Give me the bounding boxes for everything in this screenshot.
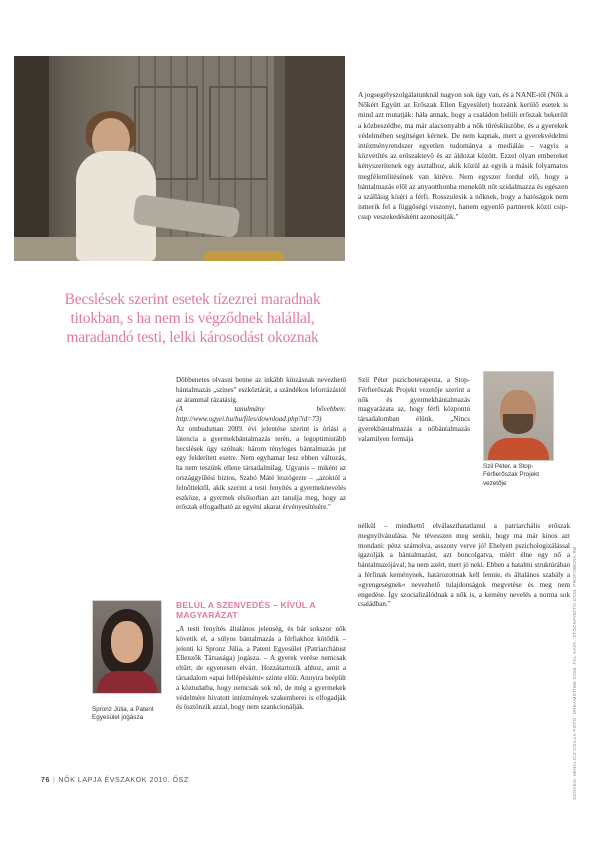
body-column-right: Szil Péter pszichoterapeuta, a Stop-Férfierőszak Projekt vezetője szerint a nők és gyermekbántalmazás magyarázata az, hogy férfi központú társadalomban élünk. „Nincs gyerekbántalmazás a nőbántalmazás valamilyen formája: [358, 376, 470, 443]
photo-caption-woman: Spronz Júlia, a Patent Egyesület jogásza: [92, 706, 154, 722]
section-heading: BELÜL A SZENVEDÉS – KÍVÜL A MAGYARÁZAT: [176, 600, 316, 620]
intro-paragraph: A jogsegélyszolgálatunknál nagyon sok ügy van, és a NANE-től (Nők a Nőkért Együtt az Erőszak Ellen Egyesület) hozzánk kerülő esetek is mind azt mutatják: hála annak, hogy a családon belüli erőszak bekerült a közbeszédbe, ma már alacsonyabb a nők tűrésküszöbe, és a gyerekek védelmében segítséget kérnek. De nem kapnak, mert a gyerekvédelmi intézményrendszer egyetlen tudománya a mediálás – vagyis a közvetítés az erőszaktevő és az áldozat között. Ezzel olyan embereket kényszerítenek egy asztalhoz, akik közül az egyik a másik folyamatos megfélemlítésének van kitéve. Nem egyszer fordul elő, hogy a bántalmazás elől az anyaotthonba menekült nőt szidalmazza és egészen a szállásig kíséri a férfi. Rosszulesik a nőknek, hogy a hatóságok nem ismerik fel a függőségi viszonyt, hanem egyenlő partnerek közti csip-csup veszekedésként azonosítják.": [358, 90, 568, 222]
woman-portrait-photo: [92, 600, 162, 694]
photo-credits: [572, 546, 580, 800]
body-paragraph: Az ombudsman 2009. évi jelentése szerint is óriási a látencia a gyermekbántalmazás terén, a legoptimistább becslések úgy szólnak: három tényleges bántalmazás jut egy felderített esetre. Nem egyhamar lesz ebben változás, ha nem teszünk ellene társadalmilag. Ugyanis – miként az országgyűlési biztos, Szabó Máté leszögezte – „azoktól a felnőttektől, akik szerint a testi fenyítés a gyermeknevelés eszköze, a gyermek elsősorban azt tanulja meg, hogy az erőszak elfogadható az egyéni akarat érvényesítésére.": [176, 424, 346, 512]
body-paragraph: Döbbenetes olvasni benne az inkább kínzásnak nevezhető bántalmazás „színes" eszköztárát, a szándékos leforrázástól az árammal rázatásig.: [176, 376, 346, 404]
girl-sitting-photo: [14, 56, 345, 261]
body-column-left: [176, 376, 346, 513]
publication-name: NŐK LAPJA ÉVSZAKOK 2010. ŐSZ: [58, 777, 189, 784]
man-portrait-photo: [483, 371, 554, 461]
page-number: 76: [41, 777, 50, 784]
body-column-left-continued: „A testi fenyítés általános jelenség, és bár sokszor nők követik el, a súlyos bántalmazás a férfiakhoz kötődik – jelenti ki Spronz Júlia, a Patent Egyesület (Patriarchátust Ellenzők Társasága) jogásza. – A gyerek verése nemcsak eltűrt, de egyenesen elvárt. Hozzátartozik ahhoz, amit a társadalom »apai fellépésként« szinte előír. Annyira beépült a köztudatba, hogy nemcsak sok nő, de még a gyermekek védelmére hivatott intézmények szakemberei is elfogadják és ösztönzik azzal, hogy nem szankcionálják.: [176, 625, 346, 712]
credits-text: SZÖVEG: MIHALICZ CSILLA FOTÓ: DREAMSTIME.COM, FÁL KATA, STOCKPHOTO.COM, PROFIMÉDIA.RB: [572, 546, 577, 800]
photo-caption-man: Szil Péter, a Stop-Férfierőszak Projekt vezetője: [483, 463, 539, 487]
footer-separator: |: [53, 777, 56, 784]
pull-quote: Becslések szerint esetek tízezrei maradnak titokban, s ha nem is végződnek halállal, maradandó testi, lelki károsodást okoznak: [64, 291, 321, 346]
page-footer: [41, 777, 341, 784]
reference-link: (A tanulmány bővebben: http://www.ogyei.hu/hu/files/download.php?id=73): [176, 405, 346, 424]
body-column-right-continued: nélkül – mindkettő elválaszthatatlanul a patriarchális erőszak megnyilvánulása. Ne tévesszen meg senkit, hogy ma már kinos azt mondani: pénz számolva, asszony verve jó! Ehelyett pszichologizálással igazolják a bántalmazást, azt boncolgatva, miért élne egy nő a bántalmazójával, ha nem azért, mert jó neki. Ebben a hatalmi struktúrában a férfinak keménynek, határozottnak kell lennie, és általános szabály a »gyengeségnek« nevezhető tulajdonságok megvetése és meg nem engedése. Így szocializálódnak a nők is, a kemény nevelés a norma sok családban.": [358, 522, 570, 609]
